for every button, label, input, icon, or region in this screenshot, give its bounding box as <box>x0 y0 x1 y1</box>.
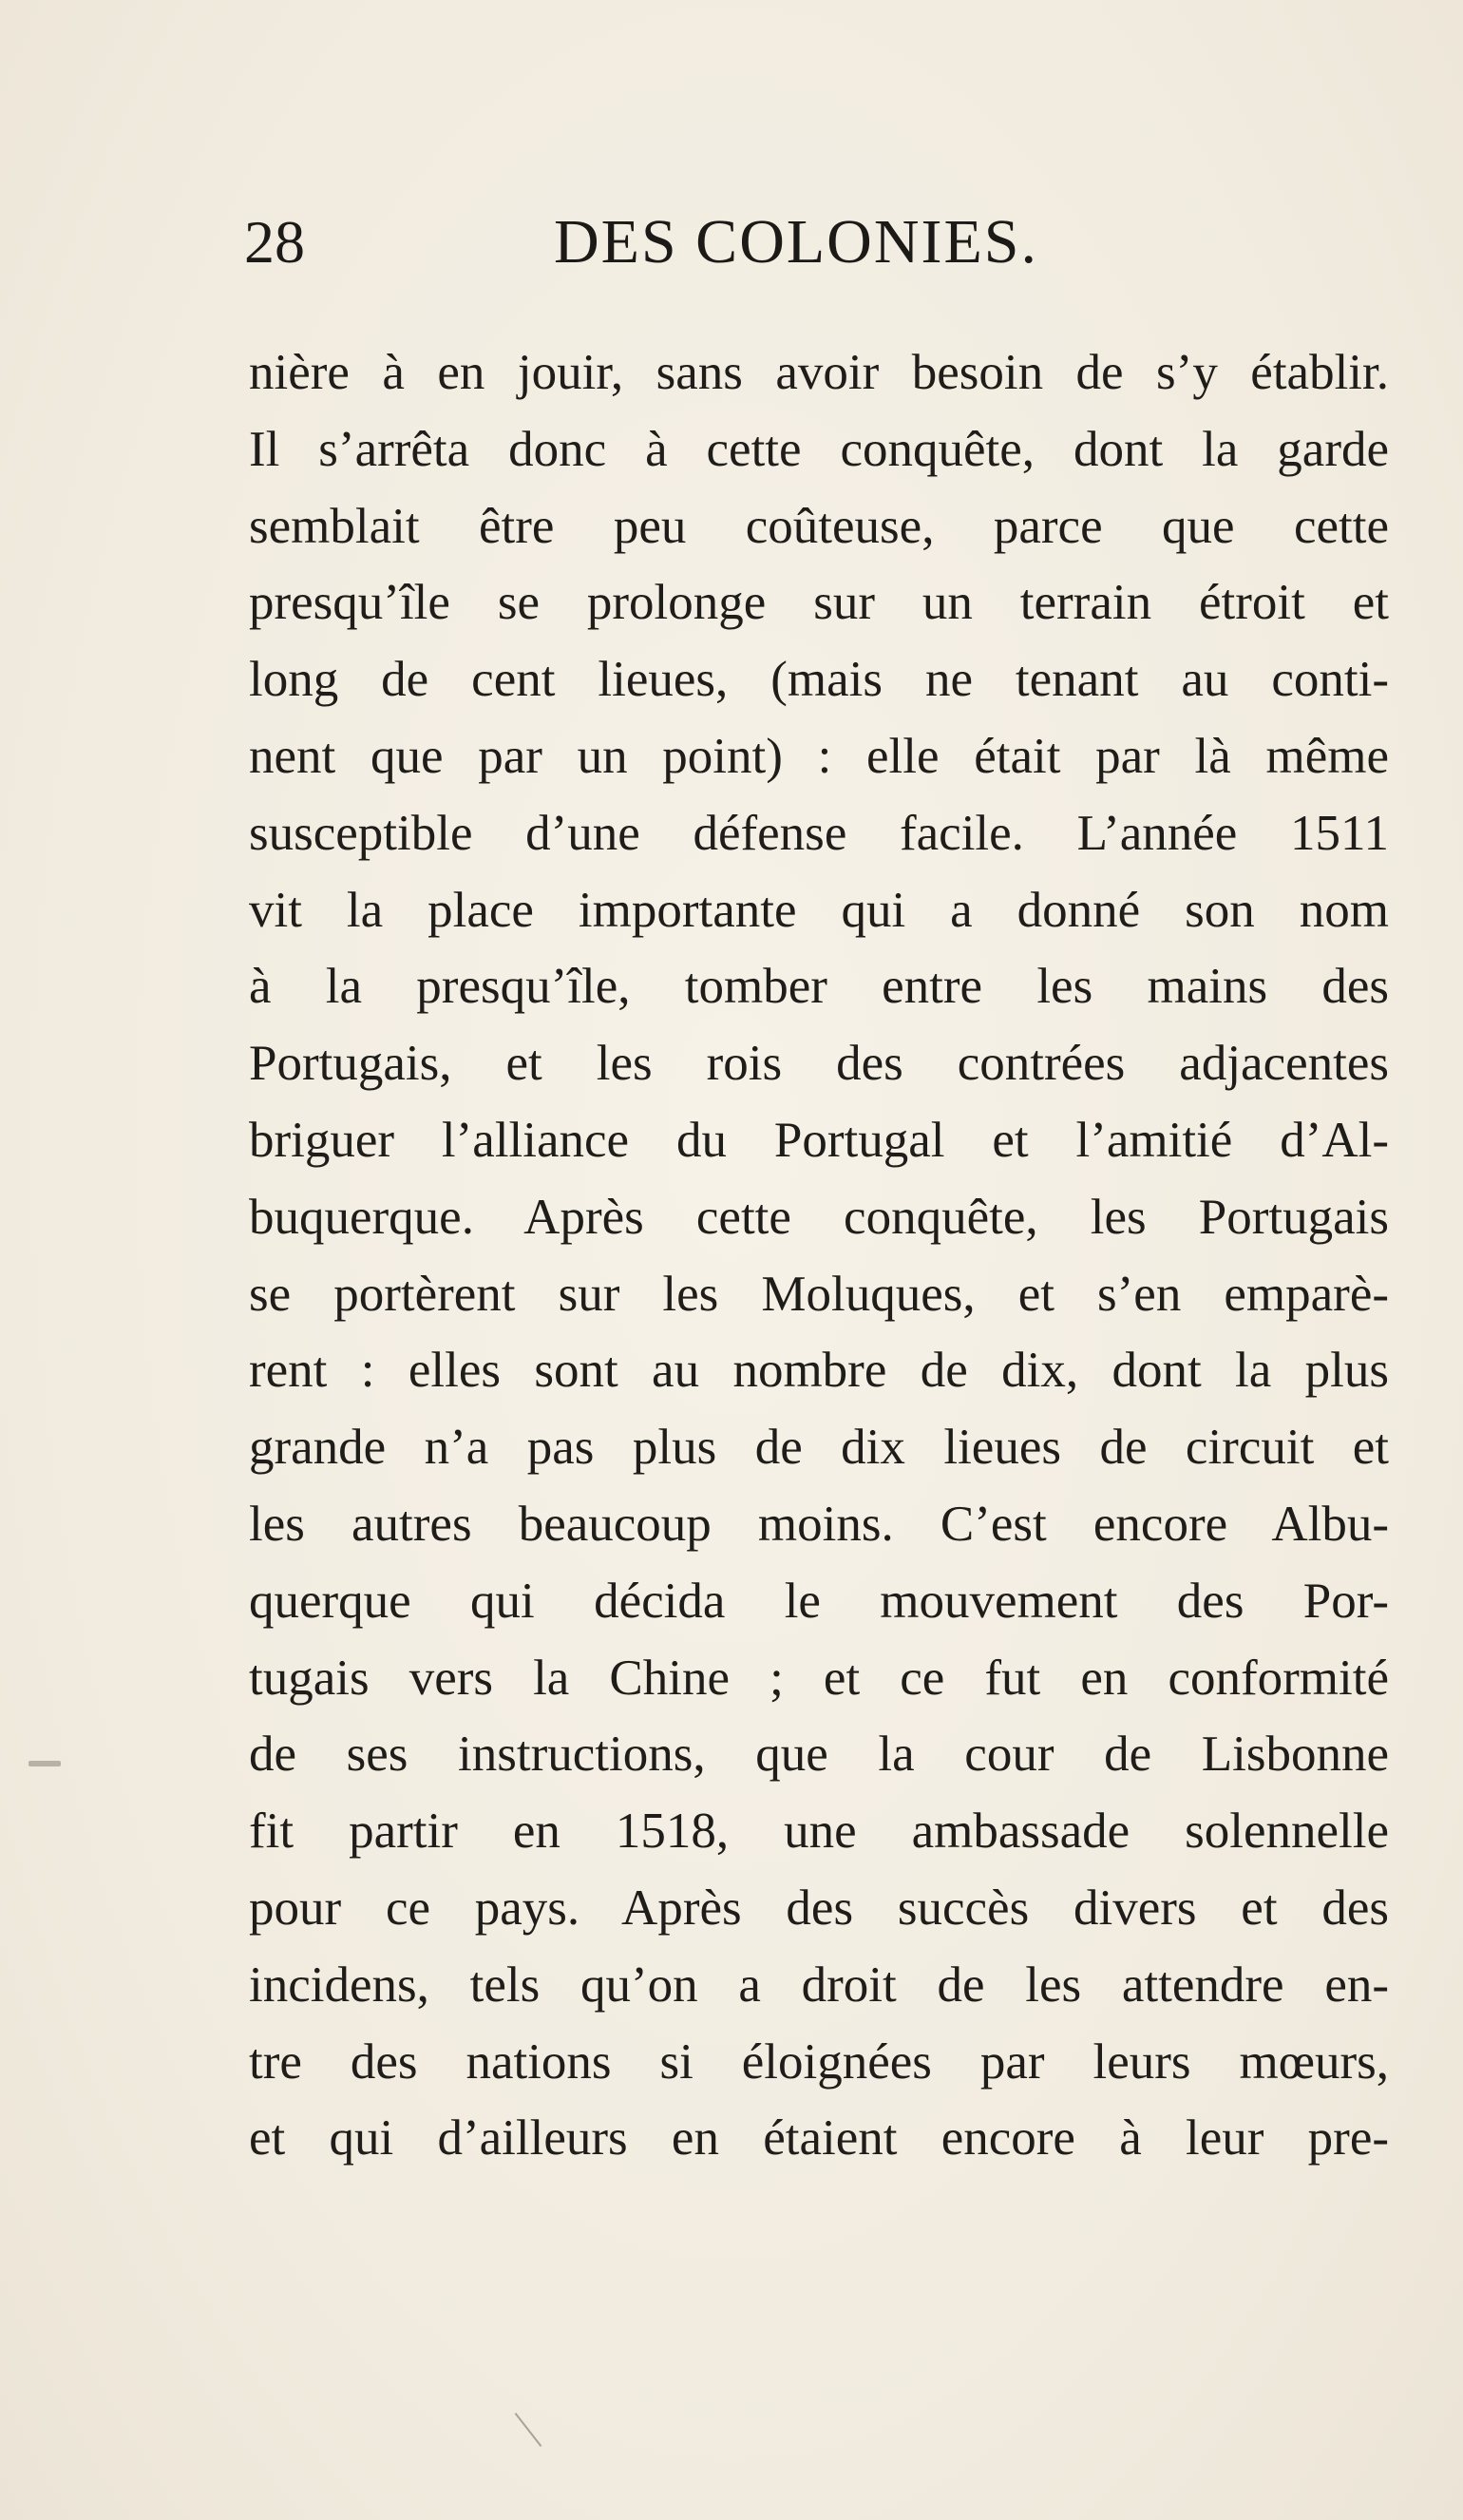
text-line: grande n’a pas plus de dix lieues de circuit et <box>249 1420 1389 1476</box>
body-text <box>249 334 1389 2177</box>
text-line: Portugais, et les rois des contrées adjacentes <box>249 1036 1389 1092</box>
text-line: querque qui décida le mouvement des Por- <box>249 1573 1389 1629</box>
text-line: incidens, tels qu’on a droit de les attendre en- <box>249 1957 1389 2013</box>
text-line: buquerque. Après cette conquête, les Portugais <box>249 1189 1389 1245</box>
text-line: tre des nations si éloignées par leurs mœurs, <box>249 2033 1389 2090</box>
text-line: les autres beaucoup moins. C’est encore Albu- <box>249 1496 1389 1552</box>
running-title: DES COLONIES. <box>554 207 1039 277</box>
text-line: Il s’arrêta donc à cette conquête, dont la garde <box>249 421 1389 477</box>
text-line: pour ce pays. Après des succès divers et des <box>249 1880 1389 1936</box>
text-line: se portèrent sur les Moluques, et s’en emparè- <box>249 1266 1389 1322</box>
text-line: long de cent lieues, (mais ne tenant au conti- <box>249 652 1389 708</box>
text-line: tugais vers la Chine ; et ce fut en conformité <box>249 1650 1389 1706</box>
margin-mark <box>28 1761 61 1766</box>
text-line: briguer l’alliance du Portugal et l’amitié d’Al- <box>249 1112 1389 1168</box>
text-line: presqu’île se prolonge sur un terrain étroit et <box>249 575 1389 631</box>
stray-mark <box>515 2413 542 2447</box>
text-line: rent : elles sont au nombre de dix, dont la plus <box>249 1343 1389 1399</box>
text-line: de ses instructions, que la cour de Lisbonne <box>249 1727 1389 1783</box>
text-line: fit partir en 1518, une ambassade solennelle <box>249 1804 1389 1860</box>
running-head <box>0 204 1463 280</box>
text-line: à la presqu’île, tomber entre les mains des <box>249 959 1389 1015</box>
text-line: susceptible d’une défense facile. L’année 1511 <box>249 805 1389 861</box>
text-line: nière à en jouir, sans avoir besoin de s’y établir. <box>249 345 1389 400</box>
text-line: vit la place importante qui a donné son nom <box>249 882 1389 938</box>
page-number: 28 <box>244 208 305 276</box>
text-line: et qui d’ailleurs en étaient encore à leur pre- <box>249 2110 1389 2167</box>
text-line: semblait être peu coûteuse, parce que cette <box>249 498 1389 554</box>
text-line: nent que par un point) : elle était par là même <box>249 728 1389 784</box>
